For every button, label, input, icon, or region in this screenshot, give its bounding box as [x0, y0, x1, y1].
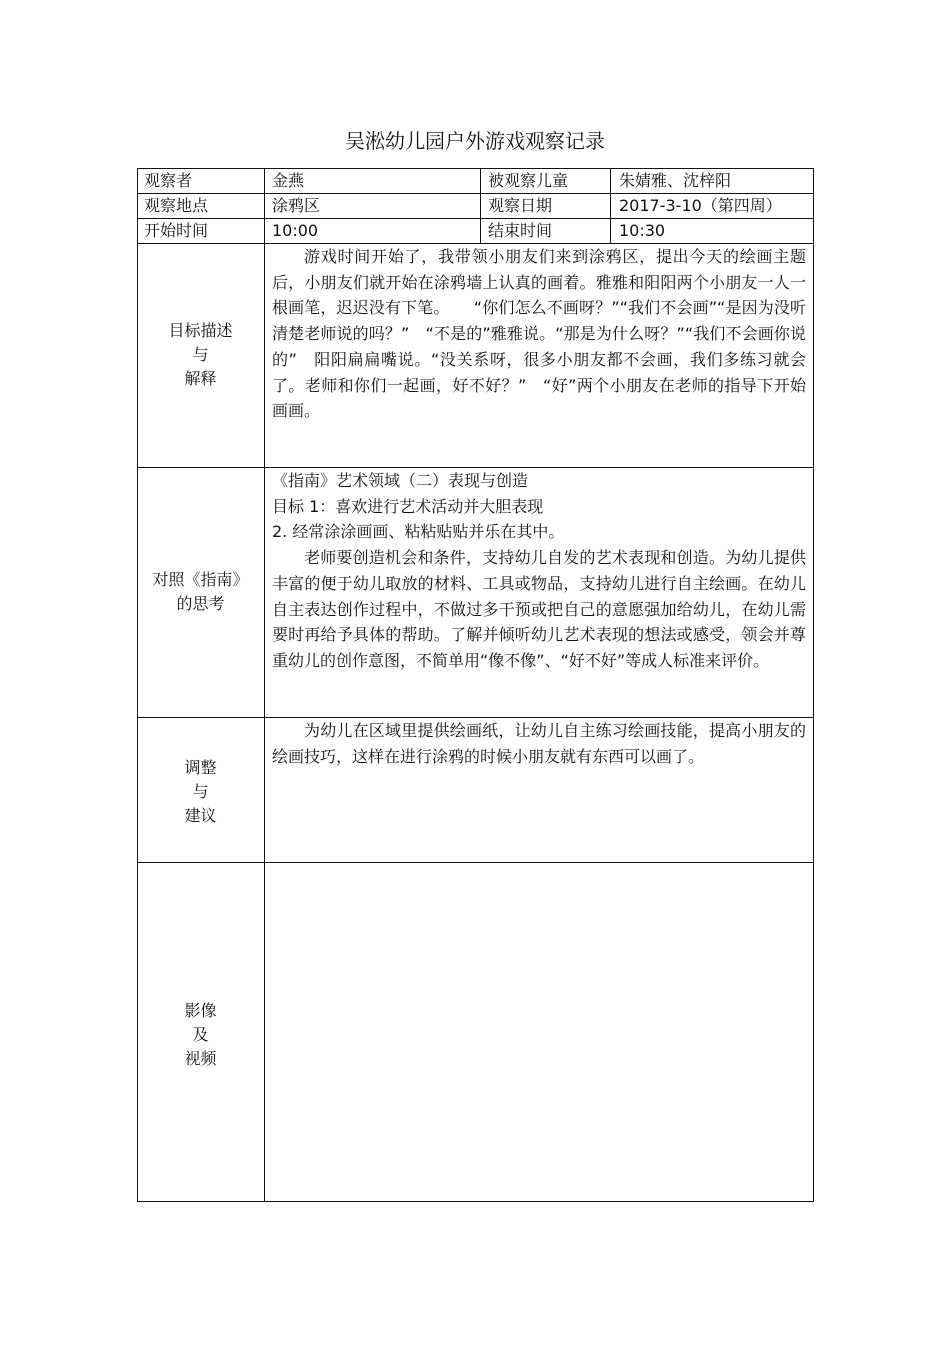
label-line: 解释	[184, 369, 217, 388]
label-line: 及	[192, 1025, 209, 1044]
label-line: 的思考	[176, 594, 225, 613]
observed-child-label: 被观察儿童	[488, 171, 569, 190]
observed-child-value: 朱婧雅、沈梓阳	[619, 171, 732, 190]
label-line: 视频	[184, 1049, 217, 1068]
column-divider	[480, 168, 481, 243]
adjust-section-label	[137, 756, 264, 828]
paragraph: 游戏时间开始了，我带领小朋友们来到涂鸦区，提出今天的绘画主题后，小朋友们就开始在涂鸦墙上认真的画着。雅雅和阳阳两个小朋友一人一根画笔，迟迟没有下笔。 “你们怎么不画呀？”“我们不会画”“是因为没听清楚老师说的吗？” “不是的”雅雅说。“那是为什么呀？”“我们不会画你说的” 阳阳扁扁嘴说。“没关系呀，很多小朋友都不会画，我们多练习就会了。老师和你们一起画，好不好？” “好”两个小朋友在老师的指导下开始画画。	[272, 247, 806, 421]
observer-label: 观察者	[144, 171, 193, 190]
adjust-section-text	[272, 718, 806, 769]
table-border-right	[813, 168, 814, 1202]
paragraph: 2. 经常涂涂画画、粘粘贴贴并乐在其中。	[272, 522, 565, 542]
paragraph: 目标 1：喜欢进行艺术活动并大胆表现	[272, 496, 544, 516]
document-title: 吴淞幼儿园户外游戏观察记录	[345, 129, 605, 153]
label-line: 调整	[184, 758, 217, 777]
media-section-label	[137, 999, 264, 1071]
guide-section-text	[272, 468, 806, 674]
guide-section-label	[137, 568, 264, 616]
date-label: 观察日期	[488, 196, 553, 215]
media-content-area	[265, 863, 813, 1201]
place-value: 涂鸦区	[272, 196, 321, 215]
paragraph: 老师要创造机会和条件，支持幼儿自发的艺术表现和创造。为幼儿提供丰富的便于幼儿取放的材料、工具或物品，支持幼儿进行自主绘画。在幼儿自主表达创作过程中，不做过多干预或把自己的意愿强加给幼儿，在幼儿需要时再给予具体的帮助。了解并倾听幼儿艺术表现的想法或感受，领会并尊重幼儿的创作意图，不简单用“像不像”、“好不好”等成人标准来评价。	[272, 548, 806, 670]
end-time-label: 结束时间	[488, 221, 553, 240]
start-time-value: 10:00	[272, 221, 319, 240]
target-section-text	[272, 244, 806, 424]
date-value: 2017-3-10（第四周）	[619, 196, 782, 215]
row-divider	[137, 218, 814, 219]
label-line: 目标描述	[168, 321, 233, 340]
end-time-value: 10:30	[619, 221, 666, 240]
place-label: 观察地点	[144, 196, 209, 215]
label-line: 建议	[184, 806, 217, 825]
observer-value: 金燕	[272, 171, 305, 190]
label-line: 影像	[184, 1001, 217, 1020]
label-line: 与	[192, 782, 209, 801]
paragraph: 《指南》艺术领域（二）表现与创造	[272, 471, 529, 490]
table-border-bottom	[137, 1201, 814, 1202]
label-line: 与	[192, 345, 209, 364]
start-time-label: 开始时间	[144, 221, 209, 240]
label-line: 对照《指南》	[152, 570, 249, 589]
target-section-label	[137, 319, 264, 391]
column-divider	[610, 168, 611, 243]
paragraph: 为幼儿在区域里提供绘画纸，让幼儿自主练习绘画技能，提高小朋友的绘画技巧，这样在进行涂鸦的时候小朋友就有东西可以画了。	[272, 721, 806, 766]
